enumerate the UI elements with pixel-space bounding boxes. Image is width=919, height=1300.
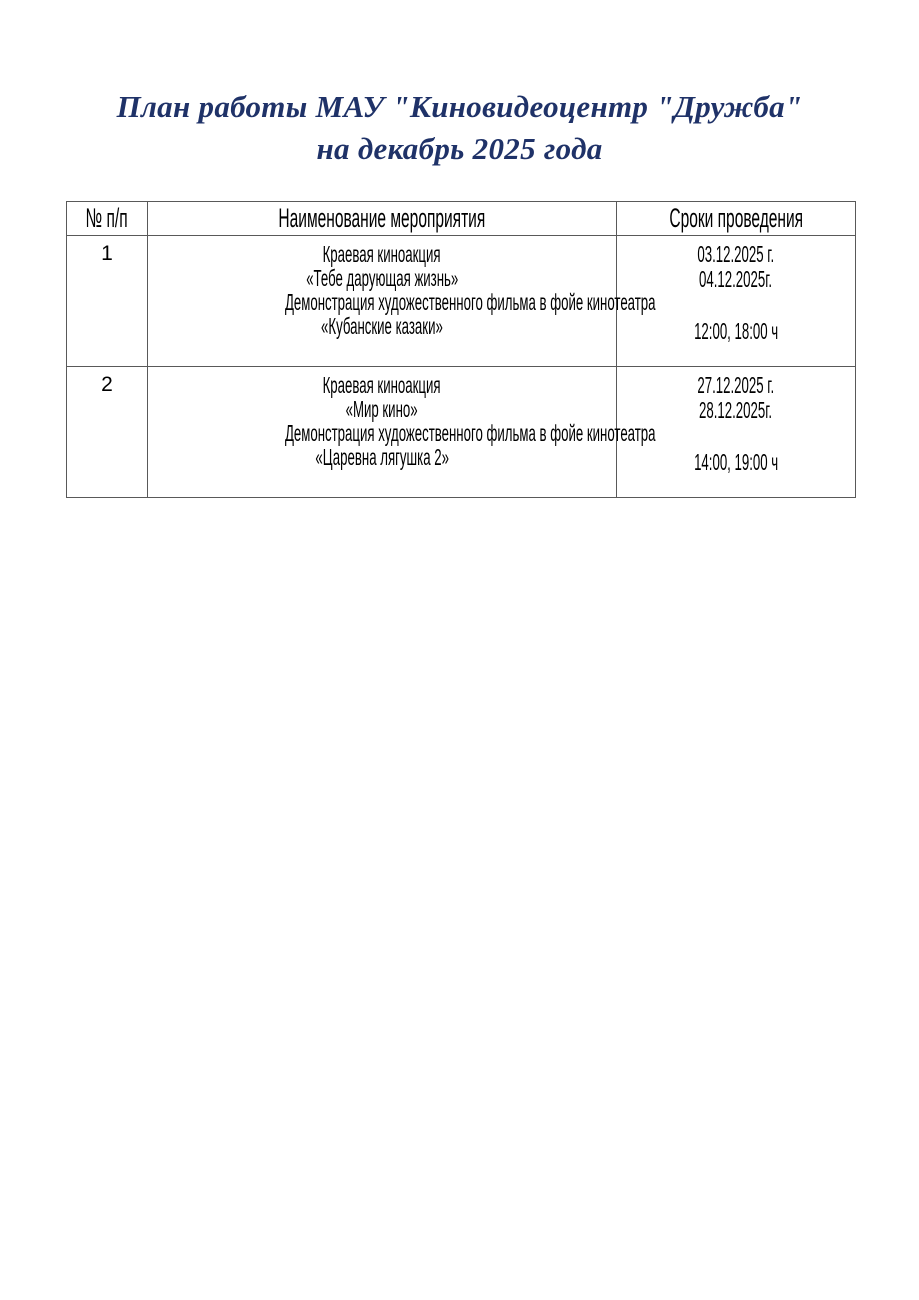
event-name-lines xyxy=(148,236,656,339)
table-row xyxy=(67,367,856,498)
row-number-cell xyxy=(67,236,148,367)
column-header-dates-label: Сроки проведения xyxy=(669,203,803,233)
column-header-event-name-label: Наименование мероприятия xyxy=(278,203,486,233)
event-name-line xyxy=(148,242,616,266)
row-number-value: 2 xyxy=(101,373,113,396)
work-plan-table xyxy=(66,201,856,498)
event-name-text: «Мир кино» xyxy=(346,396,418,422)
column-header-dates xyxy=(617,202,856,236)
page-title-line-2: на декабрь 2025 года xyxy=(316,131,603,166)
event-name-text: «Царевна лягушка 2» xyxy=(315,444,449,470)
event-name-text: Демонстрация художественного фильма в фойе кинотеатра xyxy=(284,289,656,315)
column-header-number-label: № п/п xyxy=(85,203,129,233)
event-time-text: 12:00, 18:00 ч xyxy=(693,318,779,344)
event-date-text: 28.12.2025г. xyxy=(699,397,773,423)
event-name-line xyxy=(148,445,616,469)
table-row xyxy=(67,236,856,367)
page-title-line-1: План работы МАУ "Киновидеоцентр "Дружба" xyxy=(116,89,803,124)
event-name-line xyxy=(148,289,656,315)
event-name-cell xyxy=(148,236,656,367)
event-date-line xyxy=(617,373,855,398)
event-name-text: Краевая киноакция xyxy=(323,372,441,398)
page-title xyxy=(0,86,919,170)
event-name-line xyxy=(148,266,616,290)
event-name-line xyxy=(148,420,656,446)
column-header-event-name xyxy=(148,202,617,236)
event-date-line xyxy=(617,242,855,267)
row-number-value: 1 xyxy=(101,242,113,265)
event-time-text: 14:00, 19:00 ч xyxy=(693,449,779,475)
event-name-line xyxy=(148,397,616,421)
event-name-line xyxy=(148,373,616,397)
event-time-line xyxy=(617,319,855,344)
event-name-text: Демонстрация художественного фильма в фойе кинотеатра xyxy=(284,420,656,446)
event-name-cell xyxy=(148,367,656,498)
event-name-line xyxy=(148,314,616,338)
column-header-number xyxy=(67,202,148,236)
event-name-text: «Тебе дарующая жизнь» xyxy=(305,265,459,291)
row-number-cell xyxy=(67,367,148,498)
event-date-text: 04.12.2025г. xyxy=(699,266,773,292)
table-header-row xyxy=(67,202,856,236)
event-date-text: 27.12.2025 г. xyxy=(697,372,775,398)
event-time-line xyxy=(617,450,855,475)
event-date-text: 03.12.2025 г. xyxy=(697,241,775,267)
event-name-text: Краевая киноакция xyxy=(323,241,441,267)
event-name-text: «Кубанские казаки» xyxy=(321,313,443,339)
event-name-lines xyxy=(148,367,656,470)
